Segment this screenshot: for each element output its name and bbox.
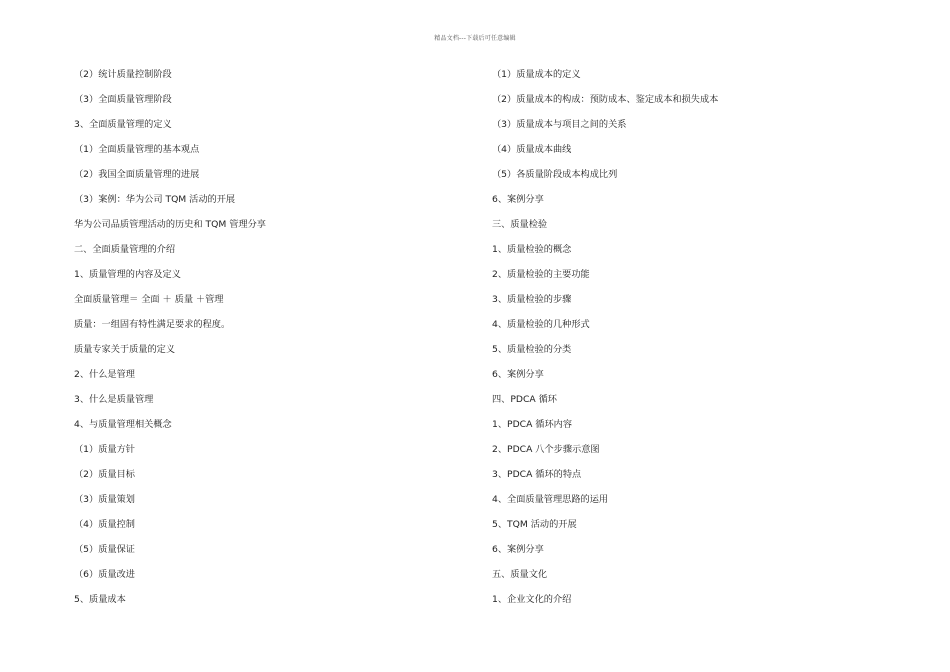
text-line: 5、质量成本 <box>74 594 126 605</box>
text-line: 5、质量检验的分类 <box>492 344 572 355</box>
text-line: 二、全面质量管理的介绍 <box>74 244 176 255</box>
text-line: 全面质量管理＝ 全面 ＋ 质量 ＋管理 <box>74 294 224 305</box>
text-line: （2）我国全面质量管理的进展 <box>74 169 200 180</box>
text-line: 1、PDCA 循环内容 <box>492 419 573 430</box>
text-line: 4、全面质量管理思路的运用 <box>492 494 609 505</box>
text-line: 4、质量检验的几种形式 <box>492 319 590 330</box>
text-line: 质量专家关于质量的定义 <box>74 344 176 355</box>
text-line: 四、PDCA 循环 <box>492 394 557 405</box>
page-header: 精品文档---下载后可任意编辑 <box>434 35 516 42</box>
text-line: （3）案例：华为公司 TQM 活动的开展 <box>74 194 236 205</box>
text-line: （6）质量改进 <box>74 569 135 580</box>
text-line: （2）质量成本的构成：预防成本、鉴定成本和损失成本 <box>492 94 719 105</box>
text-line: 华为公司品质管理活动的历史和 TQM 管理分享 <box>74 219 266 230</box>
text-line: 6、案例分享 <box>492 194 544 205</box>
text-line: （3）质量成本与项目之间的关系 <box>492 119 627 130</box>
text-line: （5）质量保证 <box>74 544 135 555</box>
text-line: （1）全面质量管理的基本观点 <box>74 144 200 155</box>
text-line: 6、案例分享 <box>492 544 544 555</box>
text-line: 3、全面质量管理的定义 <box>74 119 172 130</box>
left-column <box>74 67 474 617</box>
text-line: 五、质量文化 <box>492 569 548 580</box>
text-line: 1、质量检验的概念 <box>492 244 572 255</box>
text-line: （1）质量成本的定义 <box>492 69 581 80</box>
text-line: 2、质量检验的主要功能 <box>492 269 590 280</box>
text-line: 2、什么是管理 <box>74 369 135 380</box>
text-line: （1）质量方针 <box>74 444 135 455</box>
text-line: （4）质量控制 <box>74 519 135 530</box>
text-line: （4）质量成本曲线 <box>492 144 572 155</box>
text-line: （2）统计质量控制阶段 <box>74 69 172 80</box>
text-line: 三、质量检验 <box>492 219 548 230</box>
text-line: 3、质量检验的步骤 <box>492 294 572 305</box>
text-line: 质量：一组固有特性满足要求的程度。 <box>74 319 231 330</box>
text-line: 2、PDCA 八个步骤示意图 <box>492 444 600 455</box>
text-line: 4、与质量管理相关概念 <box>74 419 172 430</box>
text-line: 5、TQM 活动的开展 <box>492 519 577 530</box>
text-line: 1、企业文化的介绍 <box>492 594 572 605</box>
text-line: 1、质量管理的内容及定义 <box>74 269 181 280</box>
text-line: （5）各质量阶段成本构成比列 <box>492 169 618 180</box>
text-line: （2）质量目标 <box>74 469 135 480</box>
text-line: （3）质量策划 <box>74 494 135 505</box>
text-line: 6、案例分享 <box>492 369 544 380</box>
text-line: 3、什么是质量管理 <box>74 394 154 405</box>
text-line: （3）全面质量管理阶段 <box>74 94 172 105</box>
right-column <box>492 67 912 617</box>
text-line: 3、PDCA 循环的特点 <box>492 469 582 480</box>
